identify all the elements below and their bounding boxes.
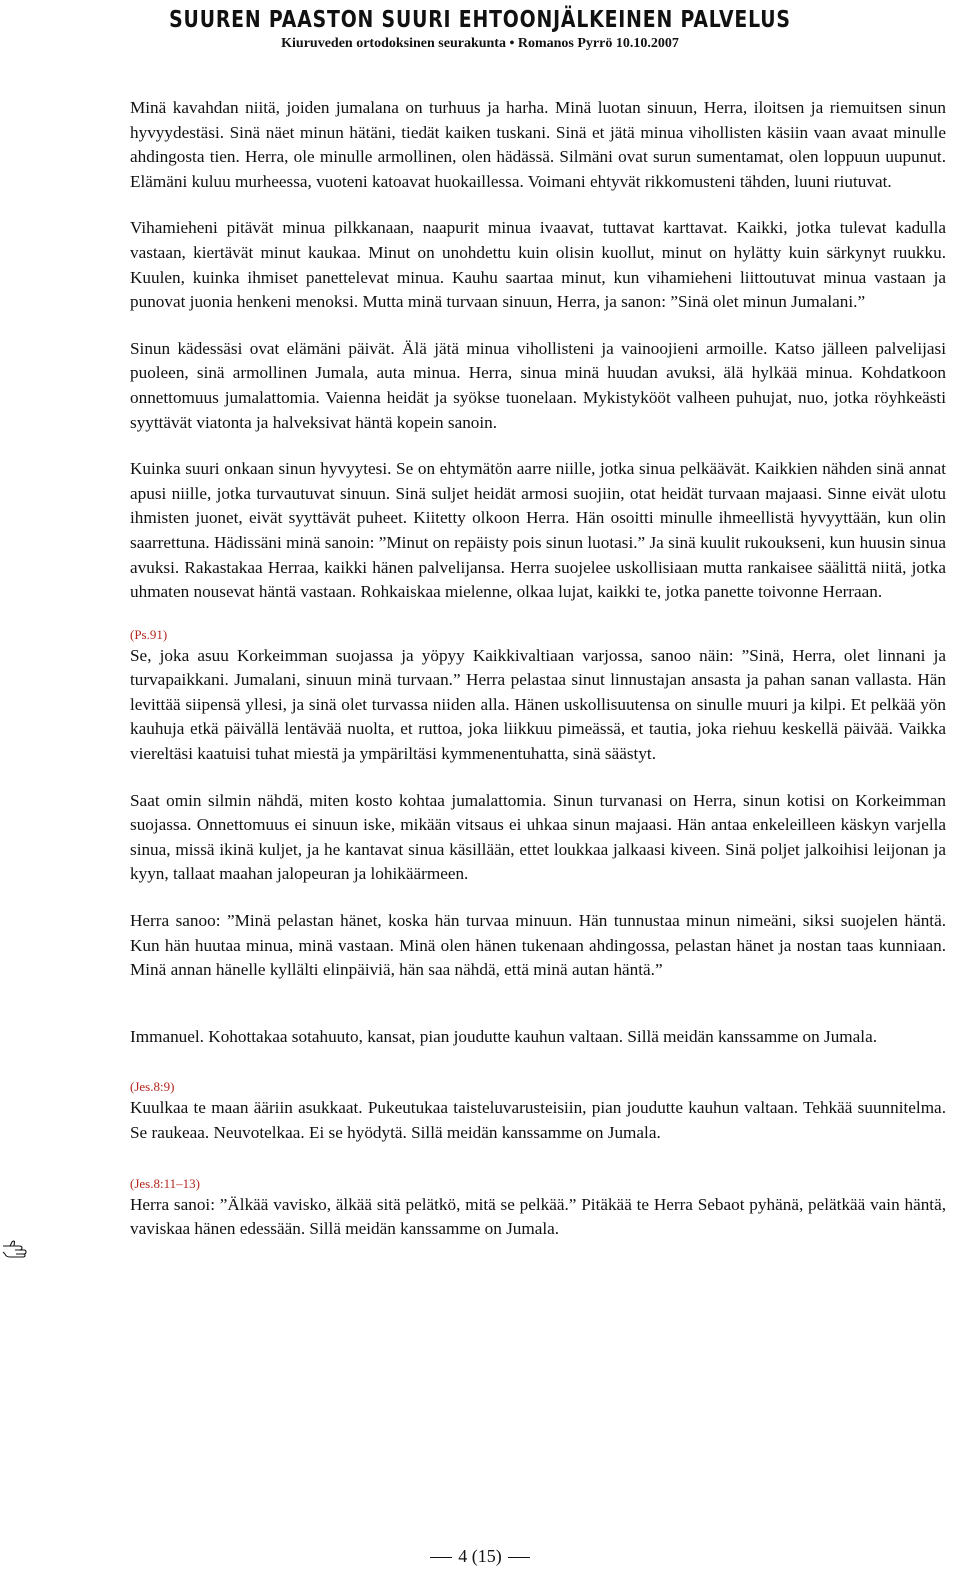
jes-8-11-13-section <box>130 1176 946 1242</box>
paragraph: Vihamieheni pitävät minua pilkkanaan, naapurit minua ivaavat, tuttavat karttavat. Kaikki, jotka tulevat kadulla vastaan, kiertävät minut kaukaa. Minut on unohdettu kuin olisin kuollut, minut on hylätty kuin särkynyt ruukku. Kuulen, kuinka ihmiset panettelevat minua. Kauhu saartaa minut, kun vihamieheni liittoutuvat minua vastaan ja punovat juonia henkeni menoksi. Mutta minä turvaan sinuun, Herra, ja sanon: ”Sinä olet minun Jumalani.” <box>130 218 946 312</box>
immanuel-paragraph: Immanuel. Kohottakaa sotahuuto, kansat, pian joudutte kauhun valtaan. Sillä meidän kanssamme on Jumala. <box>130 1026 878 1046</box>
scripture-reference: (Ps.91) <box>130 626 168 642</box>
paragraph: Se, joka asuu Korkeimman suojassa ja yöpyy Kaikkivaltiaan varjossa, sanoo näin: ”Sinä, Herra, olet linnani ja turvapaikkani. Jumalani, sinuun minä turvaan.” Herra pelastaa sinut linnustajan ansasta ja pahan sanan vallasta. Hän levittää siipensä yllesi, ja sinä olet turvassa niiden alla. Hänen uskollisuutensa on sinulle muuri ja kilpi. Et pelkää yön kauhuja etkä päivällä lentävää nuolta, et ruttoa, joka liikkuu pimeässä, et tautia, joka riehuu keskellä päivää. Vaikka viereltäsi kaatuisi tuhat miestä ja ympäriltäsi kymmenentuhatta, sinä säästyt. <box>130 645 946 764</box>
document-body <box>130 96 946 1264</box>
page-number: 4 (15) <box>458 1546 502 1566</box>
paragraph: Herra sanoi: ”Älkää vavisko, älkää sitä pelätkö, mitä se pelkää.” Pitäkää te Herra Sebaot pyhänä, pelätkää vain häntä, vaviskaa hänen edessään. Sillä meidän kanssamme on Jumala. <box>130 1194 946 1239</box>
psalm-91-section <box>130 627 946 983</box>
page-footer <box>0 1546 960 1567</box>
document-title: SUUREN PAASTON SUURI EHTOONJÄLKEINEN PALVELUS <box>169 7 791 33</box>
footer-dash-right <box>508 1557 530 1558</box>
footer-dash-left <box>430 1557 452 1558</box>
page-header <box>0 6 960 52</box>
jes-8-9-section <box>130 1079 946 1145</box>
paragraph: Sinun kädessäsi ovat elämäni päivät. Älä jätä minua vihollisteni ja vainoojieni armoille. Katso jälleen palvelijasi puoleen, sinä armollinen Jumala, auta minua. Herra, sinua minä huudan avuksi, älä hylkää minua. Kohdatkoon onnettomuus jumalattomia. Vaienna heidät ja syökse tuonelaan. Mykistykööt valheen puhujat, nuo, jotka röyhkeästi syyttävät viatonta ja halveksivat häntä kopein sanoin. <box>130 338 946 432</box>
scripture-reference: (Jes.8:9) <box>130 1079 175 1095</box>
pointing-hand-icon <box>2 1239 32 1259</box>
paragraph: Minä kavahdan niitä, joiden jumalana on turhuus ja harha. Minä luotan sinuun, Herra, iloitsen ja riemuitsen sinun hyvyydestäsi. Sinä näet minun hätäni, tiedät kaiken tuskani. Sinä et jätä minua vihollisten käsiin vaan avaat minulle ahdingosta tien. Herra, ole minulle armollinen, olen hädässä. Silmäni ovat surun sumentamat, olen loppuun uupunut. Elämäni kuluu murheessa, vuoteni katoavat huokaillessa. Voimani ehtyvät rikkomusteni tähden, luuni riutuvat. <box>130 98 946 191</box>
document-subtitle: Kiuruveden ortodoksinen seurakunta • Romanos Pyrrö 10.10.2007 <box>281 36 679 51</box>
paragraph: Kuinka suuri onkaan sinun hyvyytesi. Se on ehtymätön aarre niille, jotka sinua pelkäävät. Kaikkien nähden sinä annat apusi niille, jotka turvautuvat sinuun. Sinä suljet heidät armosi suojiin, otat heidät turvaan majaasi. Sinne eivät ulotu ihmisten juonet, eivät syyttävät puheet. Kiitetty olkoon Herra. Hän osoitti minulle ihmeellistä hyvyyttään, kun olin saarrettuna. Hädissäni minä sanoin: ”Minut on repäisty pois sinun luotasi.” Ja sinä kuulit rukoukseni, kun huusin sinua avuksi. Rakastakaa Herraa, kaikki hänen palvelijansa. Herra suojelee uskollisiaan mutta rankaisee säälittä niitä, jotka uhmaten nousevat häntä vastaan. Rohkaiskaa mielenne, olkaa lujat, kaikki te, jotka panette toivonne Herraan. <box>130 459 946 602</box>
paragraph: Saat omin silmin nähdä, miten kosto kohtaa jumalattomia. Sinun turvanasi on Herra, sinun kotisi on Korkeimman suojassa. Onnettomuus ei sinuun iske, mikään vitsaus ei uhkaa sinun majaasi. Hän antaa enkeleilleen käskyn varjella sinua, missä ikinä kuljet, ja he kantavat sinua käsillään, ettet loukkaa jalkaasi kiveen. Sinä poljet jalkoihisi leijonan ja kyyn, tallaat maahan jalopeuran ja lohikäärmeen. <box>130 790 946 884</box>
scripture-reference: (Jes.8:11–13) <box>130 1175 200 1191</box>
paragraph: Kuulkaa te maan ääriin asukkaat. Pukeutukaa taisteluvarusteisiin, pian joudutte kauhun valtaan. Tehkää suunnitelma. Se raukeaa. Neuvotelkaa. Ei se hyödytä. Sillä meidän kanssamme on Jumala. <box>130 1098 946 1142</box>
paragraph: Herra sanoo: ”Minä pelastan hänet, koska hän turvaa minuun. Hän tunnustaa minun nimeäni, siksi suojelen häntä. Kun hän huutaa minua, minä vastaan. Minä olen hänen tukenaan ahdingossa, pelastan hänet ja nostan taas kunniaan. Minä annan hänelle kyllälti elinpäiviä, hän saa nähdä, että minä autan häntä.” <box>130 911 946 980</box>
